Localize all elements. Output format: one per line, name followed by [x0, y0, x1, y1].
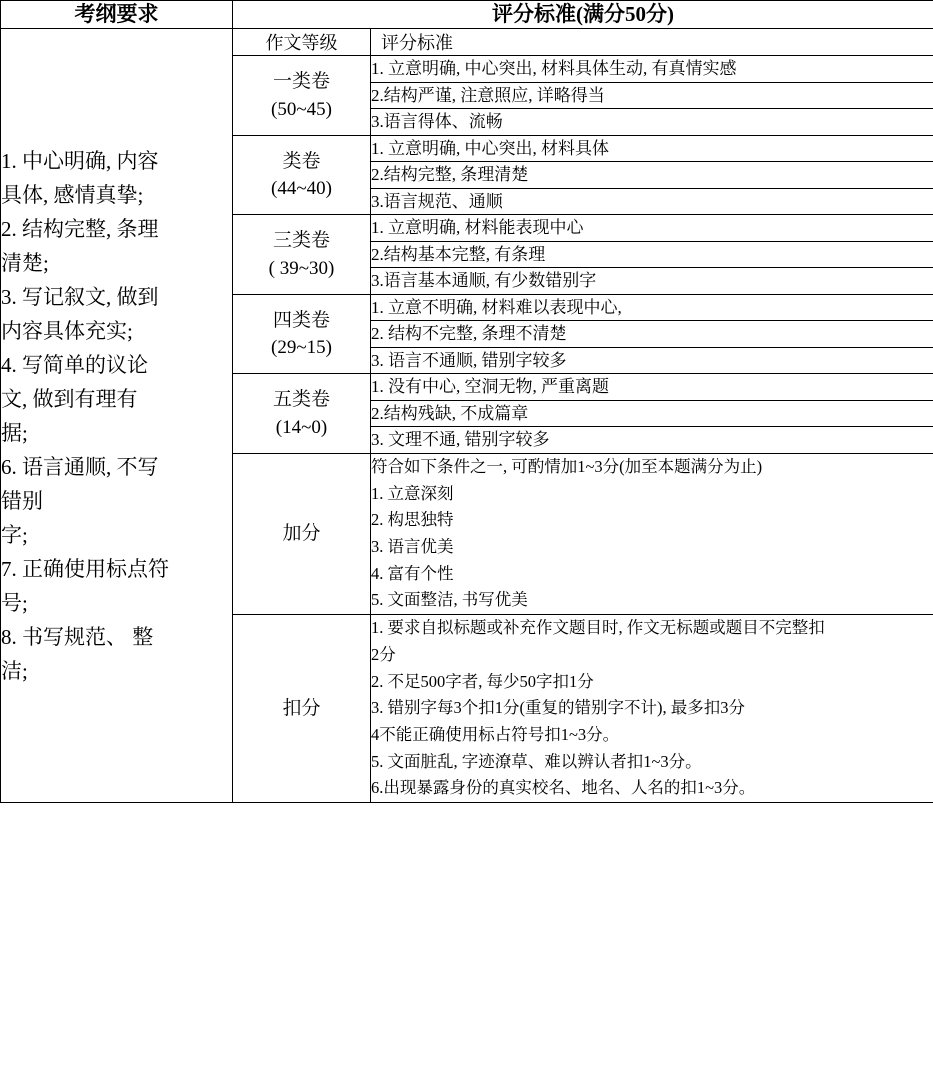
- penalty-line: 1. 要求自拟标题或补充作文题目时, 作文无标题或题目不完整扣: [371, 618, 825, 638]
- level-range: (29~15): [271, 337, 332, 359]
- requirement-line: 洁;: [1, 658, 28, 683]
- penalty-name-cell: 扣分: [233, 615, 371, 803]
- bonus-name-cell: 加分: [233, 453, 371, 614]
- penalty-line: 6.出现暴露身份的真实校名、地名、人名的扣1~3分。: [371, 778, 756, 798]
- criteria-cell: 2.结构基本完整, 有条理: [371, 241, 933, 268]
- level-name: 三类卷: [272, 230, 330, 251]
- criteria-cell: 2.结构残缺, 不成篇章: [371, 400, 933, 427]
- level-name: 四类卷: [272, 309, 330, 331]
- level-name-cell: [233, 215, 371, 295]
- table-header-row: [1, 1, 933, 29]
- level-name: 一类卷: [272, 71, 330, 92]
- header-standard: 评分标准(满分50分): [233, 1, 933, 29]
- penalty-line: 2. 不足500字者, 每少50字扣1分: [371, 671, 594, 691]
- table-subheader-row: [1, 29, 933, 56]
- level-range: ( 39~30): [268, 257, 335, 279]
- requirement-line: 清楚;: [1, 250, 49, 275]
- criteria-cell: 3.语言基本通顺, 有少数错别字: [371, 268, 933, 295]
- requirement-line: 号;: [1, 590, 28, 615]
- penalty-line: 5. 文面脏乱, 字迹潦草、难以辨认者扣1~3分。: [371, 751, 702, 771]
- criteria-cell: 3. 语言不通顺, 错别字较多: [371, 347, 933, 374]
- level-name: 类卷: [282, 150, 321, 172]
- level-name-cell: [233, 374, 371, 454]
- penalty-line: 2分: [371, 644, 396, 664]
- bonus-criteria-cell: [371, 453, 933, 614]
- bonus-line: 符合如下条件之一, 可酌情加1~3分(加至本题满分为止): [371, 456, 763, 476]
- requirement-line: 文, 做到有理有: [1, 386, 138, 411]
- criteria-cell: 1. 立意明确, 中心突出, 材料具体: [371, 135, 933, 162]
- requirements-cell: [1, 29, 233, 803]
- bonus-line: 2. 构思独特: [371, 510, 454, 530]
- criteria-cell: 2. 结构不完整, 条理不清楚: [371, 321, 933, 348]
- criteria-cell: 1. 立意不明确, 材料难以表现中心,: [371, 294, 933, 321]
- subheader-grade-label: 作文等级: [233, 29, 371, 56]
- bonus-line: 5. 文面整洁, 书写优美: [371, 590, 528, 610]
- level-range: (44~40): [271, 178, 332, 200]
- requirement-line: 6. 语言通顺, 不写: [1, 454, 159, 479]
- requirement-line: 7. 正确使用标点符: [1, 556, 169, 581]
- criteria-cell: 3.语言得体、流畅: [371, 109, 933, 136]
- penalty-line: 3. 错别字每3个扣1分(重复的错别字不计), 最多扣3分: [371, 698, 745, 718]
- criteria-cell: 2.结构严谨, 注意照应, 详略得当: [371, 82, 933, 109]
- requirement-line: 据;: [1, 420, 28, 445]
- header-requirements: 考纲要求: [1, 1, 233, 29]
- requirement-line: 2. 结构完整, 条理: [1, 216, 159, 241]
- criteria-cell: 1. 立意明确, 中心突出, 材料具体生动, 有真情实感: [371, 56, 933, 83]
- criteria-cell: 1. 没有中心, 空洞无物, 严重离题: [371, 374, 933, 401]
- requirement-line: 8. 书写规范、 整: [1, 624, 154, 649]
- criteria-cell: 3. 文理不通, 错别字较多: [371, 427, 933, 454]
- requirement-line: 3. 写记叙文, 做到: [1, 284, 159, 309]
- level-range: (14~0): [275, 416, 328, 438]
- level-name-cell: [233, 135, 371, 215]
- criteria-cell: 3.语言规范、通顺: [371, 188, 933, 215]
- requirement-line: 具体, 感情真挚;: [1, 182, 144, 207]
- bonus-line: 4. 富有个性: [371, 563, 454, 583]
- level-name-cell: [233, 294, 371, 374]
- requirement-line: 错别: [1, 488, 43, 513]
- requirement-line: 内容具体充实;: [1, 318, 133, 343]
- requirement-line: 4. 写简单的议论: [1, 352, 148, 377]
- requirement-line: 字;: [1, 522, 28, 547]
- requirement-line: 1. 中心明确, 内容: [1, 148, 159, 173]
- level-range: (50~45): [271, 98, 332, 120]
- penalty-criteria-cell: [371, 615, 933, 803]
- level-name: 五类卷: [272, 389, 330, 410]
- bonus-line: 1. 立意深刻: [371, 483, 454, 503]
- criteria-cell: 2.结构完整, 条理清楚: [371, 162, 933, 189]
- criteria-cell: 1. 立意明确, 材料能表现中心: [371, 215, 933, 242]
- bonus-line: 3. 语言优美: [371, 536, 454, 556]
- subheader-criteria-label: 评分标准: [371, 29, 933, 56]
- level-name-cell: [233, 56, 371, 136]
- penalty-line: 4不能正确使用标占符号扣1~3分。: [371, 724, 620, 744]
